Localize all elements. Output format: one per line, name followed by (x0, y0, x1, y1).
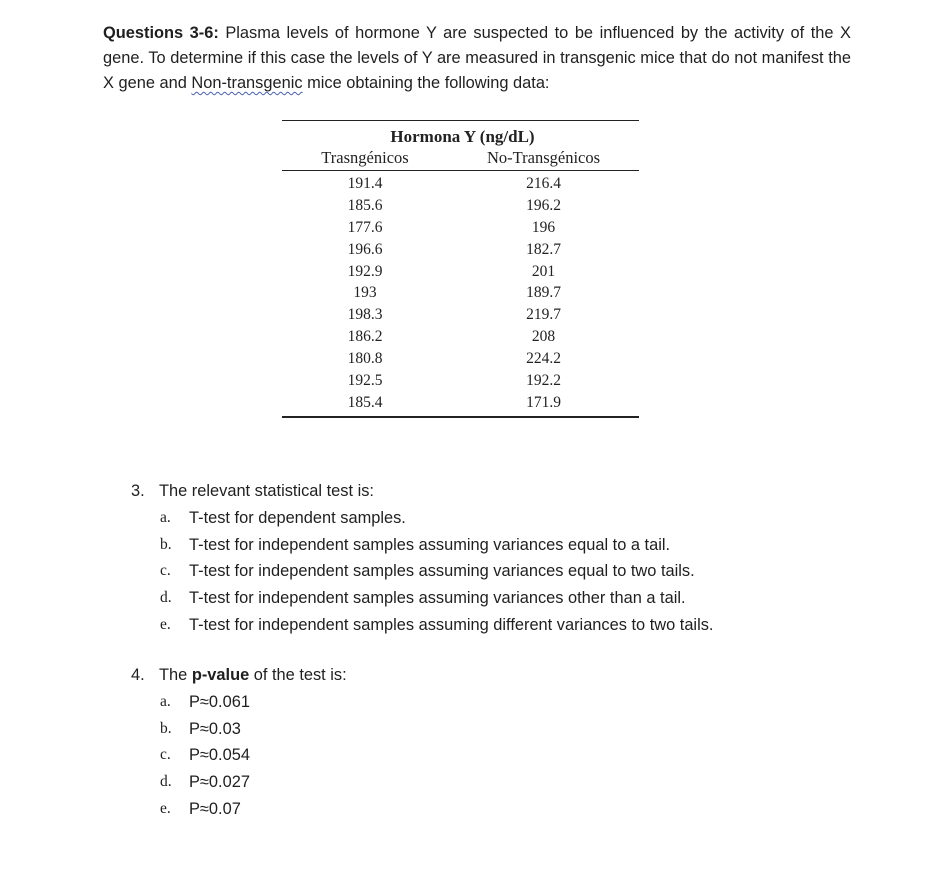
option-letter: e. (160, 615, 171, 633)
option-text: T-test for independent samples assuming variances other than a tail. (189, 589, 686, 608)
option-text: P≈0.03 (189, 719, 241, 738)
table-row (282, 282, 639, 304)
option-text: T-test for independent samples assuming different variances to two tails. (189, 615, 714, 634)
question-4-option-a[interactable] (131, 689, 347, 716)
cell-non-transgenic: 196 (531, 218, 556, 236)
cell-transgenic: 185.4 (347, 393, 383, 411)
stem-before: The (159, 666, 192, 684)
option-text: T-test for dependent samples. (189, 508, 406, 527)
option-letter: d. (160, 773, 172, 791)
question-4-stem (131, 662, 347, 689)
header-transgenic: Trasngénicos (321, 148, 409, 167)
cell-non-transgenic: 171.9 (526, 393, 561, 411)
table-row (282, 326, 639, 348)
question-4-option-c[interactable] (131, 742, 347, 769)
cell-non-transgenic: 201 (531, 262, 556, 280)
option-text: T-test for independent samples assuming variances equal to two tails. (189, 562, 695, 581)
table-row (282, 304, 639, 326)
table-bottom-rule (282, 416, 639, 418)
option-text: T-test for independent samples assuming variances equal to a tail. (189, 535, 671, 554)
cell-transgenic: 180.8 (347, 350, 383, 368)
question-3-option-b[interactable] (131, 532, 713, 559)
cell-transgenic: 192.5 (347, 372, 383, 390)
option-text: P≈0.07 (189, 799, 241, 818)
option-letter: a. (160, 692, 171, 710)
question-3-option-e[interactable] (131, 612, 713, 639)
cell-transgenic: 192.9 (347, 262, 383, 280)
option-letter: c. (160, 746, 171, 764)
cell-non-transgenic: 216.4 (526, 175, 561, 192)
table-row (282, 217, 639, 239)
cell-transgenic: 177.6 (347, 218, 383, 236)
question-3-number: 3. (131, 482, 145, 500)
question-4-number: 4. (131, 666, 145, 684)
option-text: P≈0.061 (189, 692, 250, 711)
option-letter: a. (160, 508, 171, 526)
data-table (282, 120, 639, 418)
option-text: P≈0.054 (189, 746, 250, 765)
table-body (282, 171, 639, 414)
question-3 (131, 478, 713, 639)
option-letter: c. (160, 562, 171, 580)
stem-bold: p-value (191, 666, 250, 684)
cell-transgenic: 186.2 (347, 328, 383, 346)
table-row (282, 173, 639, 195)
intro-text-after: mice obtaining the following data: (302, 74, 550, 92)
table-row (282, 348, 639, 370)
option-letter: b. (160, 535, 172, 553)
intro-label: Questions 3-6: (103, 24, 219, 42)
cell-non-transgenic: 189.7 (526, 284, 561, 302)
table-row (282, 261, 639, 283)
cell-non-transgenic: 192.2 (526, 372, 561, 390)
cell-non-transgenic: 224.2 (526, 350, 561, 368)
question-4-option-d[interactable] (131, 769, 347, 796)
intro-paragraph (103, 21, 851, 96)
question-4-option-e[interactable] (131, 796, 347, 823)
cell-transgenic: 196.6 (347, 240, 383, 258)
question-3-text: The relevant statistical test is: (159, 482, 374, 500)
option-text: P≈0.027 (189, 773, 250, 792)
table-title: Hormona Y (ng/dL) (390, 127, 535, 146)
option-letter: e. (160, 799, 171, 817)
question-4 (131, 662, 347, 823)
intro-underlined-word: Non-transgenic (191, 74, 303, 92)
question-3-option-c[interactable] (131, 558, 713, 585)
option-letter: d. (160, 589, 172, 607)
cell-non-transgenic: 182.7 (526, 240, 561, 258)
table-row (282, 195, 639, 217)
question-3-option-d[interactable] (131, 585, 713, 612)
table-header-row (282, 148, 639, 171)
cell-transgenic: 193 (353, 284, 377, 302)
cell-transgenic: 198.3 (347, 306, 383, 324)
question-3-option-a[interactable] (131, 505, 713, 532)
table-row (282, 392, 639, 414)
cell-transgenic: 185.6 (347, 196, 383, 214)
cell-non-transgenic: 208 (531, 328, 556, 346)
table-row (282, 239, 639, 261)
question-4-text (159, 662, 347, 689)
question-4-option-b[interactable] (131, 716, 347, 743)
header-non-transgenic: No-Transgénicos (486, 148, 601, 167)
intro-text-before: Plasma levels of hormone Y are suspected to be influenced by the activity of the X gene. To determine if this case the levels of Y are measured in transgenic mice that do not manifest the X gene and (103, 24, 851, 92)
table-row (282, 370, 639, 392)
cell-non-transgenic: 219.7 (526, 306, 561, 324)
question-3-stem (131, 478, 713, 505)
option-letter: b. (160, 719, 172, 737)
stem-after: of the test is: (249, 666, 347, 684)
cell-non-transgenic: 196.2 (526, 196, 561, 214)
cell-transgenic: 191.4 (347, 175, 383, 192)
